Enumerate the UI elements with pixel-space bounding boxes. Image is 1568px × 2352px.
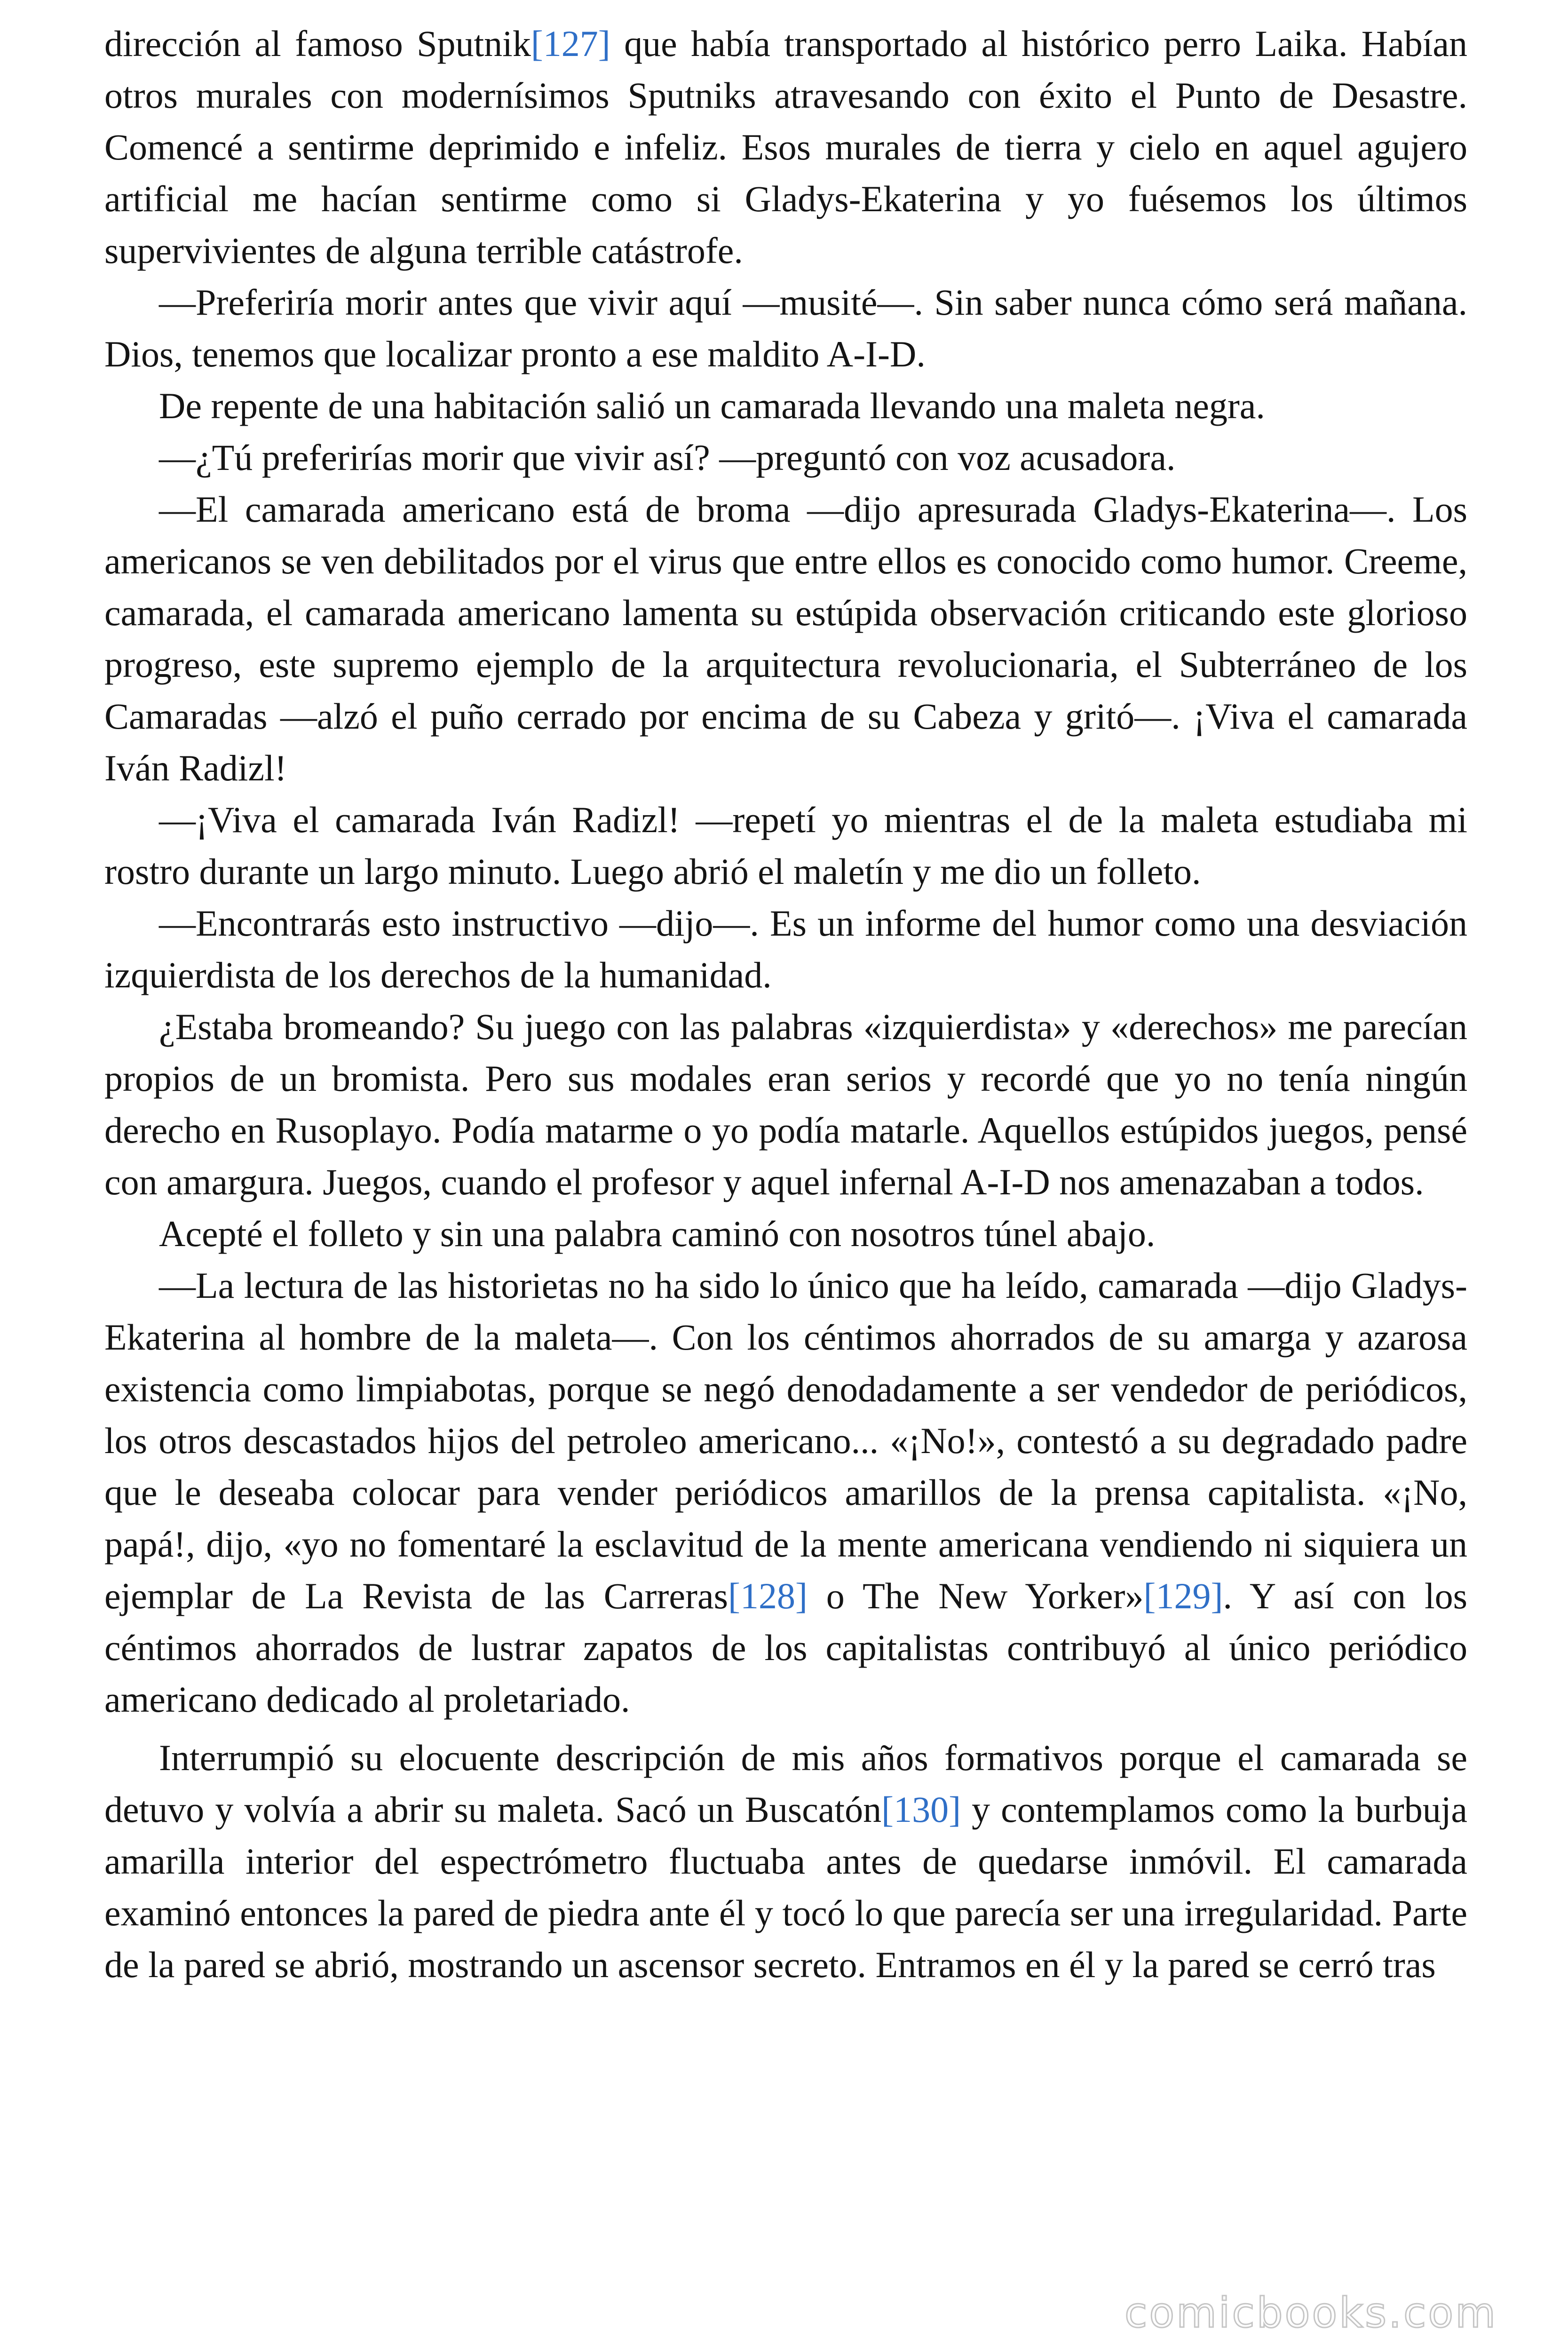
paragraph (104, 380, 1467, 432)
watermark: comicbooks.com (1124, 2288, 1497, 2337)
paragraph-text: —Preferiría morir antes que vivir aquí —musité—. Sin saber nunca cómo será mañana. Dios, tenemos que localizar pronto a ese maldito A-I-D. (104, 282, 1467, 374)
book-page (104, 18, 1467, 1991)
paragraph-text: —El camarada americano está de broma —dijo apresurada Gladys-Ekaterina—. Los americanos se ven debilitados por el virus que entre ellos es conocido como humor. Creeme, camarada, el camarada americano lamenta su estúpida observación criticando este glorioso progreso, este supremo ejemplo de la arquitectura revolucionaria, el Subterráneo de los Camaradas —alzó el puño cerrado por encima de su Cabeza y gritó—. ¡Viva el camarada Iván Radizl! (104, 489, 1467, 788)
paragraph (104, 1732, 1467, 1991)
paragraph-text: —¿Tú preferirías morir que vivir así? —preguntó con voz acusadora. (159, 437, 1176, 478)
paragraph-text: Acepté el folleto y sin una palabra caminó con nosotros túnel abajo. (159, 1213, 1156, 1254)
paragraph (104, 277, 1467, 380)
paragraph (104, 18, 1467, 277)
paragraph (104, 484, 1467, 794)
paragraph (104, 794, 1467, 898)
paragraph-text: De repente de una habitación salió un camarada llevando una maleta negra. (159, 385, 1265, 426)
paragraph-text: —La lectura de las historietas no ha sido lo único que ha leído, camarada —dijo Gladys-Ekaterina al hombre de la maleta—. Con los céntimos ahorrados de su amarga y azarosa existencia como limpiabotas, porque se negó denodadamente a ser vendedor de periódicos, los otros descastados hijos del petroleo americano... «¡No!», contestó a su degradado padre que le deseaba colocar para vender periódicos amarillos de la prensa capitalista. «¡No, papá!, dijo, «yo no fomentaré la esclavitud de la mente americana vendiendo ni siquiera un ejemplar de La Revista de las Carreras (104, 1265, 1467, 1616)
paragraph (104, 1208, 1467, 1260)
footnote-link[interactable]: [129] (1143, 1575, 1223, 1616)
paragraph (104, 1001, 1467, 1208)
paragraph-text: o The New Yorker» (807, 1575, 1144, 1616)
paragraph (104, 432, 1467, 484)
paragraph-text: —¡Viva el camarada Iván Radizl! —repetí yo mientras el de la maleta estudiaba mi rostro durante un largo minuto. Luego abrió el maletín y me dio un folleto. (104, 799, 1467, 892)
paragraph-text: Interrumpió su elocuente descripción de mis años formativos porque el camarada se detuvo y volvía a abrir su maleta. Sacó un Buscatón (104, 1737, 1467, 1830)
paragraph-text: ¿Estaba bromeando? Su juego con las palabras «izquierdista» y «derechos» me parecían propios de un bromista. Pero sus modales eran serios y recordé que yo no tenía ningún derecho en Rusoplayo. Podía matarme o yo podía matarle. Aquellos estúpidos juegos, pensé con amargura. Juegos, cuando el profesor y aquel infernal A-I-D nos amenazaban a todos. (104, 1006, 1467, 1202)
paragraph-text: y contemplamos como la burbuja amarilla interior del espectrómetro fluctuaba antes de quedarse inmóvil. El camarada examinó entonces la pared de piedra ante él y tocó lo que parecía ser una irregularidad. Parte de la pared se abrió, mostrando un ascensor secreto. Entramos en él y la pared se cerró tras (104, 1789, 1467, 1985)
footnote-link[interactable]: [127] (531, 23, 610, 64)
paragraph (104, 1260, 1467, 1725)
footnote-link[interactable]: [128] (728, 1575, 808, 1616)
paragraph-text: —Encontrarás esto instructivo —dijo—. Es un informe del humor como una desviación izquierdista de los derechos de la humanidad. (104, 903, 1467, 995)
footnote-link[interactable]: [130] (881, 1789, 961, 1830)
paragraph (104, 898, 1467, 1001)
paragraph-text: que había transportado al histórico perro Laika. Habían otros murales con modernísimos Sputniks atravesando con éxito el Punto de Desastre. Comencé a sentirme deprimido e infeliz. Esos murales de tierra y cielo en aquel agujero artificial me hacían sentirme como si Gladys-Ekaterina y yo fuésemos los últimos supervivientes de alguna terrible catástrofe. (104, 23, 1467, 271)
paragraph-text: . Y así con los céntimos ahorrados de lustrar zapatos de los capitalistas contribuyó al único periódico americano dedicado al proletariado. (104, 1575, 1467, 1720)
paragraph-text: dirección al famoso Sputnik (104, 23, 531, 64)
